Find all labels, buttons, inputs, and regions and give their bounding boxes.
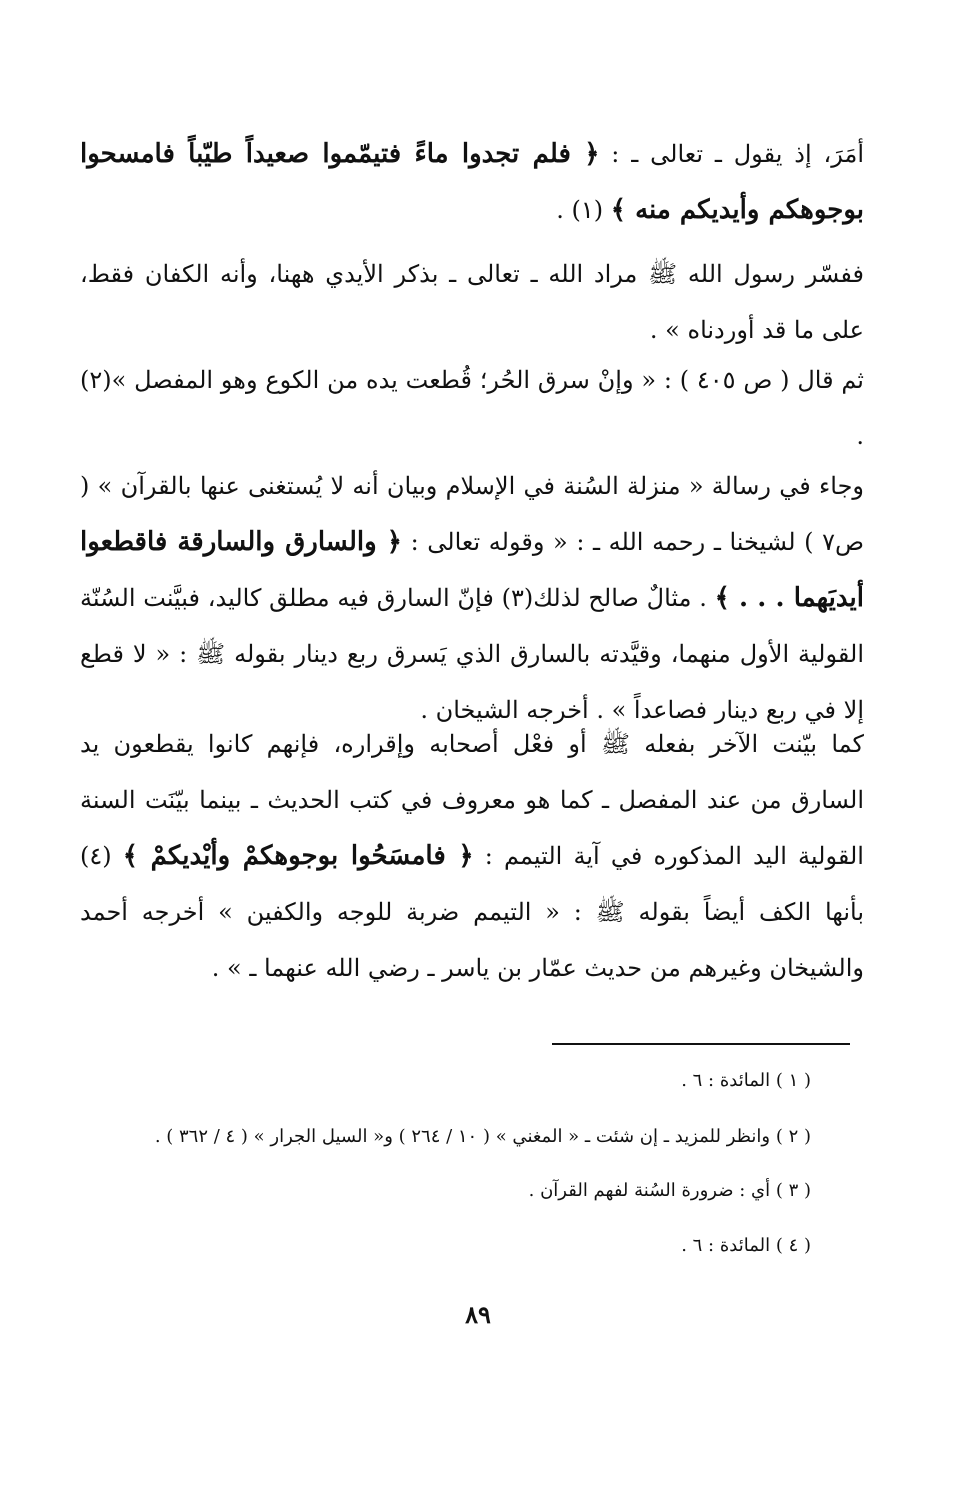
footnote-4: ( ٤ ) المائدة : ٦ . [681,1235,811,1256]
paragraph-text: ثم قال ( ص ٤٠٥ ) : « وإنْ سرق الحُر؛ قُطعت يده من الكوع وهو المفصل »(٢) . [80,366,864,450]
paragraph [80,246,864,358]
quran-verse: ﴿ فلم تجدوا ماءً فتيمّموا صعيداً طيّباً فامسحوا بوجوهكم وأيديكم منه ﴾ [80,139,864,225]
paragraph-text: ففسّر رسول الله ﷺ مراد الله ـ تعالى ـ بذكر الأيدي ههنا، وأنه الكفان فقط، على ما قد أوردناه » . [80,260,864,344]
paragraph-text: كما بيّنت الآخر بفعله ﷺ أو فعْل أصحابه وإقراره، فإنهم كانوا يقطعون يد السارق من عند المفصل ـ كما هو معروف في كتب الحديث ـ بينما بيّنَت السنة القولية اليد المذكوره في آية التيمم : [80,730,864,870]
paragraph-text: (٤) بأنها الكف أيضاً بقوله ﷺ : « التيمم ضربة للوجه والكفين » أخرجه أحمد والشيخان وغيرهم من حديث عمّار بن ياسر ـ رضي الله عنهما ـ » . [80,842,864,982]
quran-verse: ﴿ فامسَحُوا بوجوهكمْ وأيْديكمْ ﴾ [122,841,474,871]
footnote-3: ( ٣ ) أي : ضرورة السُنة لفهم القرآن . [528,1180,811,1201]
paragraph-text: (١) . [556,196,604,224]
page-number: ٨٩ [465,1300,491,1329]
paragraph [80,716,864,996]
paragraph-text: . مثالٌ صالح لذلك(٣) فإنّ السارق فيه مطلق كاليد، فبيَّنت السُنّة القولية الأول منهما، وقيَّدته بالسارق الذي يَسرق ربع دينار بقوله ﷺ : « لا قطع إلا في ربع دينار فصاعداً » . أخرجه الشيخان . [80,584,864,724]
footnote-2: ( ٢ ) وانظر للمزيد ـ إن شئت ـ « المغني » ( ١٠ / ٢٦٤ ) و« السيل الجرار » ( ٤ / ٣٦٢ ) . [154,1126,811,1147]
footnote-separator [552,1043,850,1045]
paragraph [80,126,864,238]
paragraph-text: أمَرَ، إذ يقول ـ تعالى ـ : [611,140,864,168]
paragraph [80,352,864,464]
footnote-1: ( ١ ) المائدة : ٦ . [681,1070,811,1091]
paragraph [80,458,864,738]
quran-verse: ﴿ والسارق والسارقة فاقطعوا أيديَهما . . . ﴾ [80,527,865,613]
paragraph-text: وجاء في رسالة « منزلة السُنة في الإسلام وبيان أنه لا يُستغنى عنها بالقرآن » ( ص٧ ) لشيخنا ـ رحمه الله ـ : « وقوله تعالى : [80,472,865,556]
